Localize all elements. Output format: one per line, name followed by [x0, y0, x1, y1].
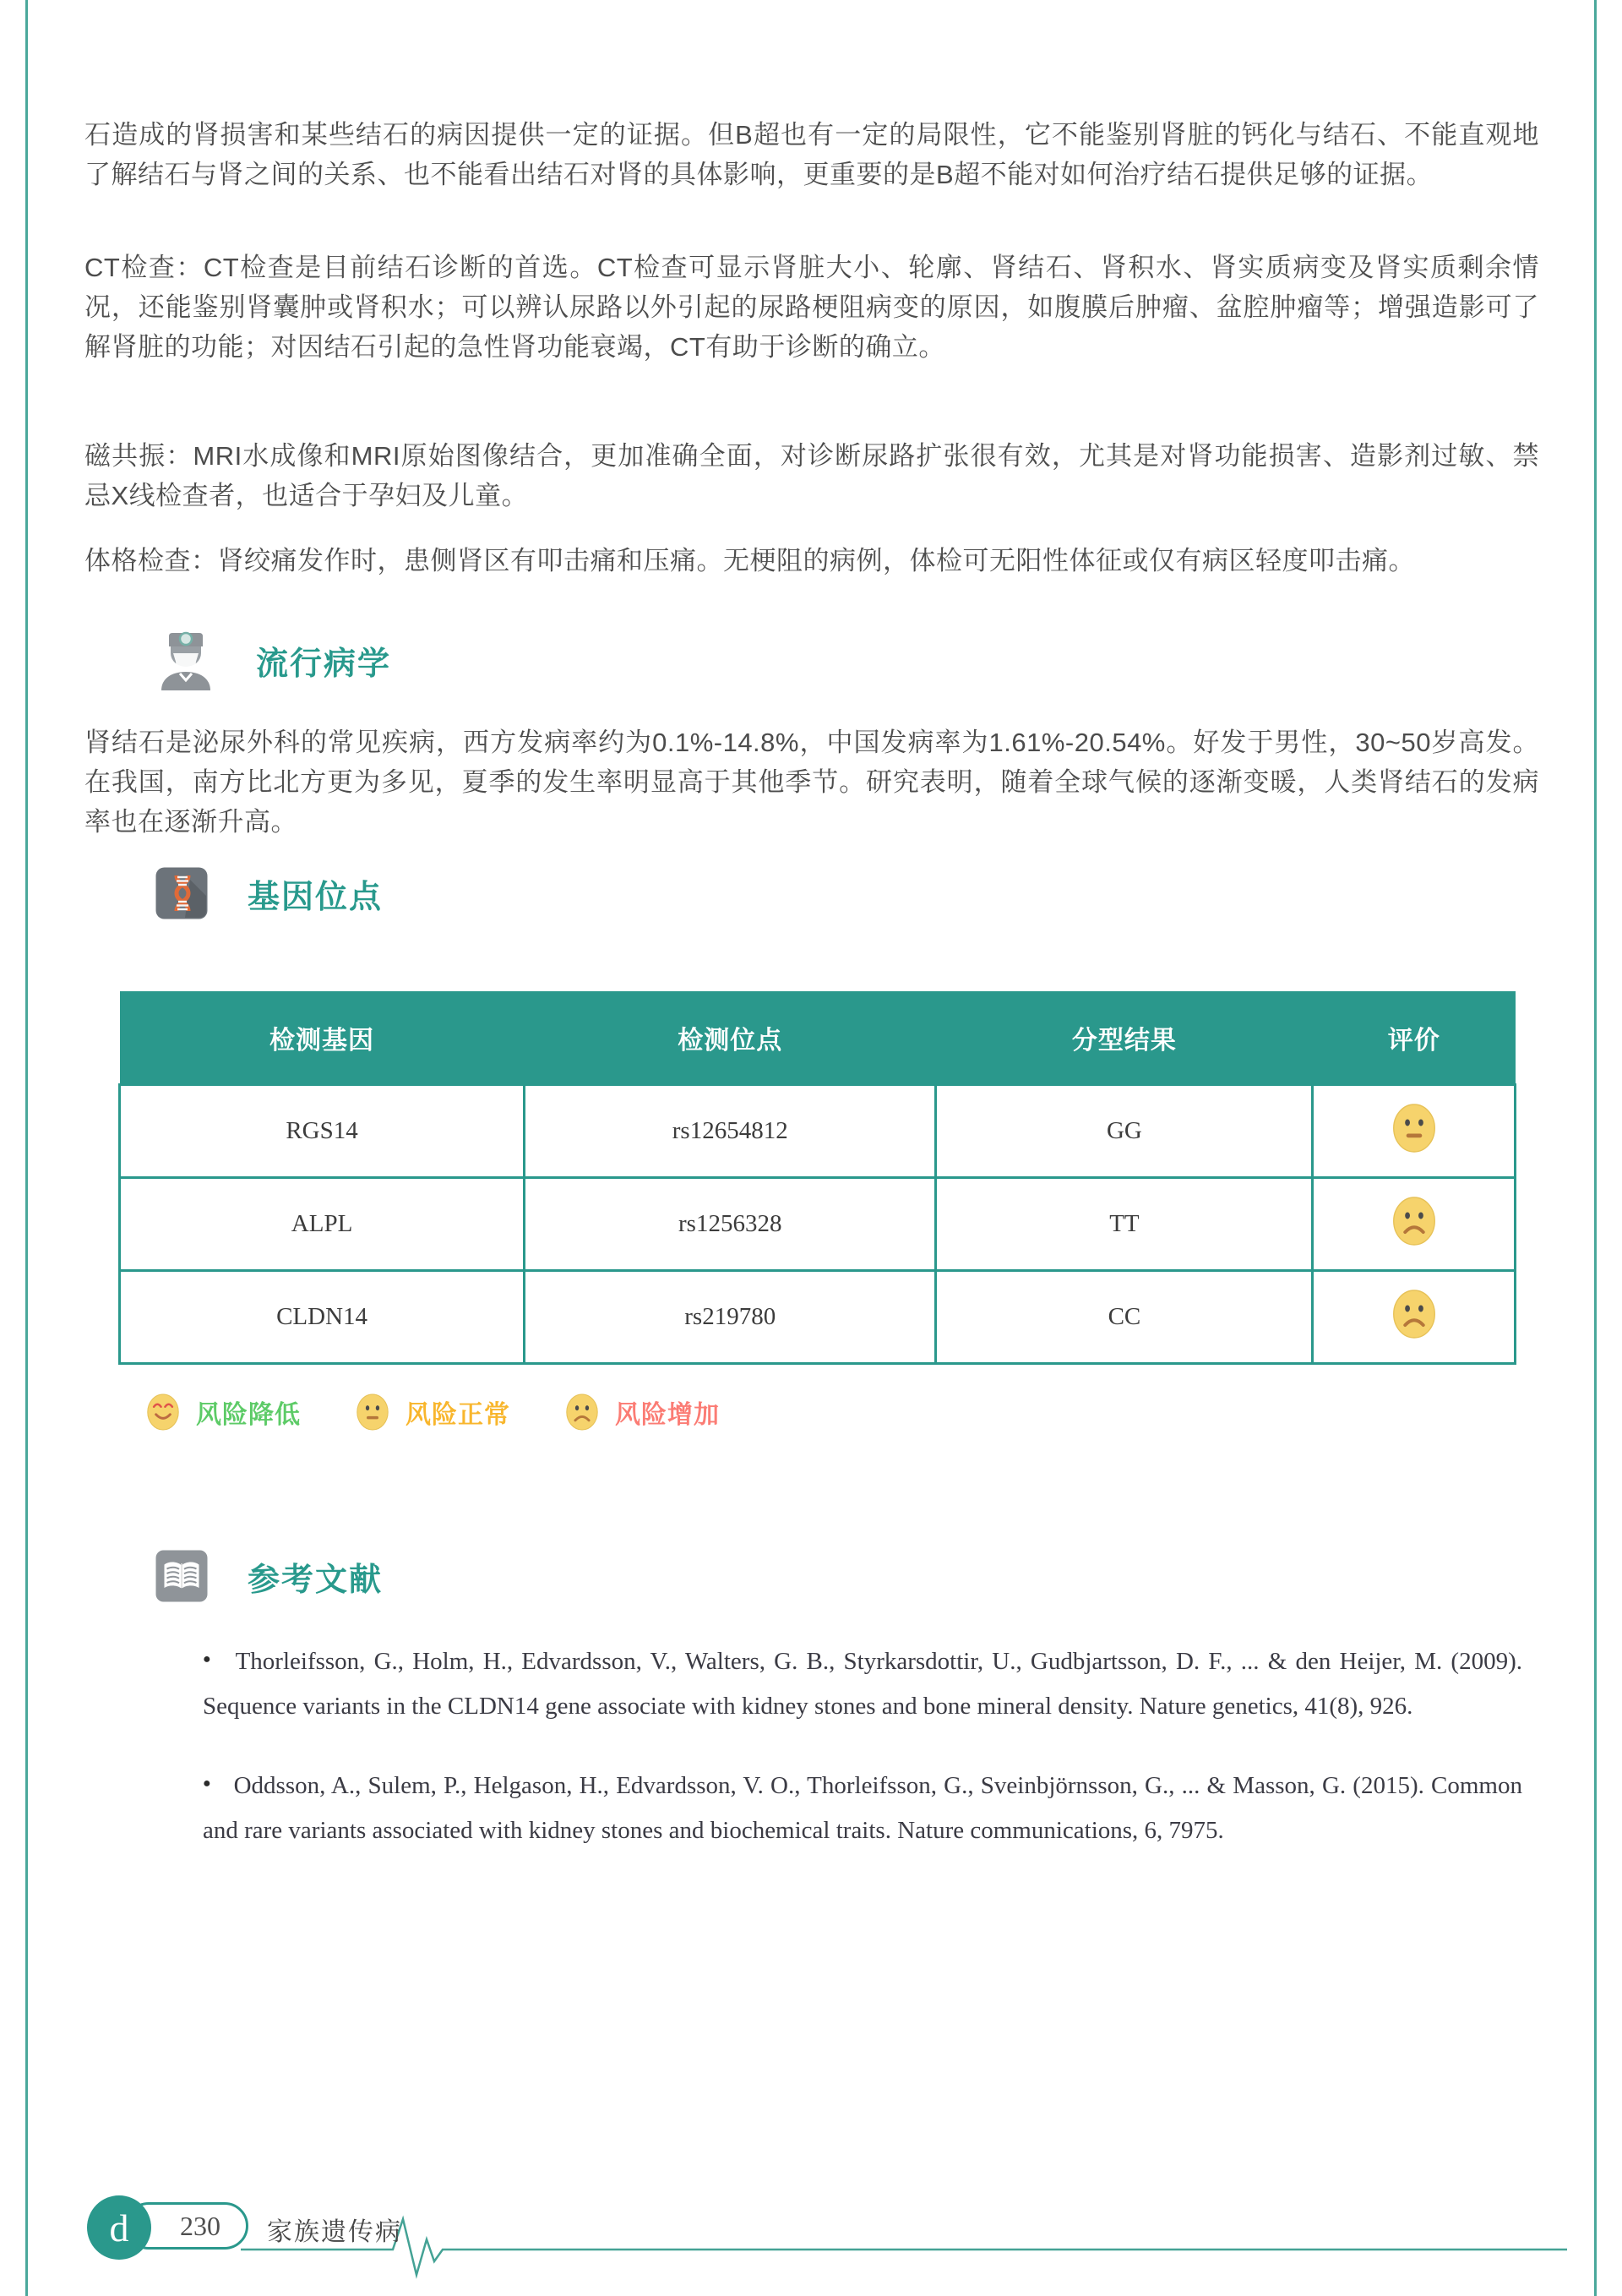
legend-item-neutral: [355, 1393, 510, 1432]
gene-table-header-cell: 检测基因: [120, 991, 525, 1085]
intro-paragraph: 石造成的肾损害和某些结石的病因提供一定的证据。但B超也有一定的局限性，它不能鉴别肾脏的钙化与结石、不能直观地了解结石与肾之间的关系、也不能看出结石对肾的具体影响，更重要的是B超不能对如何治疗结石提供足够的证据。: [84, 120, 1539, 189]
site-cell: rs12654812: [525, 1085, 936, 1178]
gene-table-row: [120, 1085, 1516, 1178]
gene-table-row: [120, 1271, 1516, 1364]
gene-table-header-row: [120, 991, 1516, 1085]
genotype-cell: GG: [936, 1085, 1313, 1178]
gene-cell: RGS14: [120, 1085, 525, 1178]
ecg-line-decoration: [241, 2206, 1567, 2293]
sad-face-icon: [564, 1393, 600, 1432]
reference-item: ● Thorleifsson, G., Holm, H., Edvardsson, V., Walters, G. B., Styrkarsdottir, U., Gudbjartsson, D. F., ... & den Heijer, M. (2009). Sequence variants in the CLDN14 gene associate with kidney stones and bone mineral density. Nature genetics, 41(8), 926.: [203, 1641, 1522, 1726]
gene-table-header-cell: 评价: [1313, 991, 1516, 1085]
dna-icon: [155, 866, 209, 920]
genotype-cell: TT: [936, 1178, 1313, 1271]
gene-loci-section-header: [155, 860, 383, 926]
references-section-header: [155, 1543, 383, 1609]
neutral-face-icon: [1391, 1102, 1438, 1154]
page-border-left: [25, 0, 28, 2296]
epidemiology-section-header: [155, 627, 391, 693]
gene-table-row: [120, 1178, 1516, 1271]
references-title: 参考文献: [248, 1562, 384, 1598]
gene-loci-title: 基因位点: [248, 879, 384, 915]
site-cell: rs219780: [525, 1271, 936, 1364]
evaluation-cell: [1313, 1271, 1516, 1364]
legend-label: 风险正常: [406, 1401, 510, 1429]
gene-table-header-cell: 分型结果: [936, 991, 1313, 1085]
reference-list: [203, 1641, 1522, 1890]
doctor-icon: [155, 628, 217, 692]
genotype-cell: CC: [936, 1271, 1313, 1364]
logo-circle: [87, 2195, 151, 2260]
sad-face-icon: [1391, 1195, 1438, 1247]
book-icon: [155, 1549, 209, 1603]
page-number: 230: [180, 2210, 220, 2241]
risk-legend: [145, 1393, 720, 1432]
ct-exam-paragraph: CT检查：CT检查是目前结石诊断的首选。CT检查可显示肾脏大小、轮廓、肾结石、肾积水、肾实质病变及肾实质剩余情况，还能鉴别肾囊肿或肾积水；可以辨认尿路以外引起的尿路梗阻病变的原因，如腹膜后肿瘤、盆腔肿瘤等；增强造影可了解肾脏的功能；对因结石引起的急性肾功能衰竭，CT有助于诊断的确立。: [84, 253, 1539, 362]
gene-cell: CLDN14: [120, 1271, 525, 1364]
page-border-right: [1594, 0, 1597, 2296]
legend-label: 风险降低: [196, 1401, 301, 1429]
legend-item-sad: [564, 1393, 720, 1432]
sad-face-icon: [1391, 1288, 1438, 1340]
happy-face-icon: [145, 1393, 181, 1432]
epidemiology-title: 流行病学: [256, 646, 392, 682]
logo-letter: d: [109, 2206, 129, 2250]
footer-category-label: 家族遗传病: [267, 2218, 402, 2246]
gene-cell: ALPL: [120, 1178, 525, 1271]
physical-exam-paragraph: 体格检查：肾绞痛发作时，患侧肾区有叩击痛和压痛。无梗阻的病例，体检可无阳性体征或仅有病区轻度叩击痛。: [84, 546, 1415, 575]
gene-table-header-cell: 检测位点: [525, 991, 936, 1085]
mri-paragraph: 磁共振：MRI水成像和MRI原始图像结合，更加准确全面，对诊断尿路扩张很有效，尤其是对肾功能损害、造影剂过敏、禁忌X线检查者，也适合于孕妇及儿童。: [84, 441, 1539, 510]
evaluation-cell: [1313, 1178, 1516, 1271]
neutral-face-icon: [355, 1393, 390, 1432]
page-footer: [0, 2163, 1622, 2296]
site-cell: rs1256328: [525, 1178, 936, 1271]
gene-table-body: [120, 1085, 1516, 1364]
epidemiology-paragraph: 肾结石是泌尿外科的常见疾病，西方发病率约为0.1%-14.8%，中国发病率为1.61%-20.54%。好发于男性，30~50岁高发。在我国，南方比北方更为多见，夏季的发生率明显高于其他季节。研究表明，随着全球气候的逐渐变暖，人类肾结石的发病率也在逐渐升高。: [84, 728, 1539, 837]
gene-table: [118, 991, 1516, 1365]
legend-item-happy: [145, 1393, 301, 1432]
reference-item: ● Oddsson, A., Sulem, P., Helgason, H., Edvardsson, V. O., Thorleifsson, G., Sveinbjörnsson, G., ... & Masson, G. (2015). Common and rare variants associated with kidney stones and biochemical traits. Nature communications, 6, 7975.: [203, 1765, 1522, 1851]
evaluation-cell: [1313, 1085, 1516, 1178]
legend-label: 风险增加: [615, 1401, 720, 1429]
